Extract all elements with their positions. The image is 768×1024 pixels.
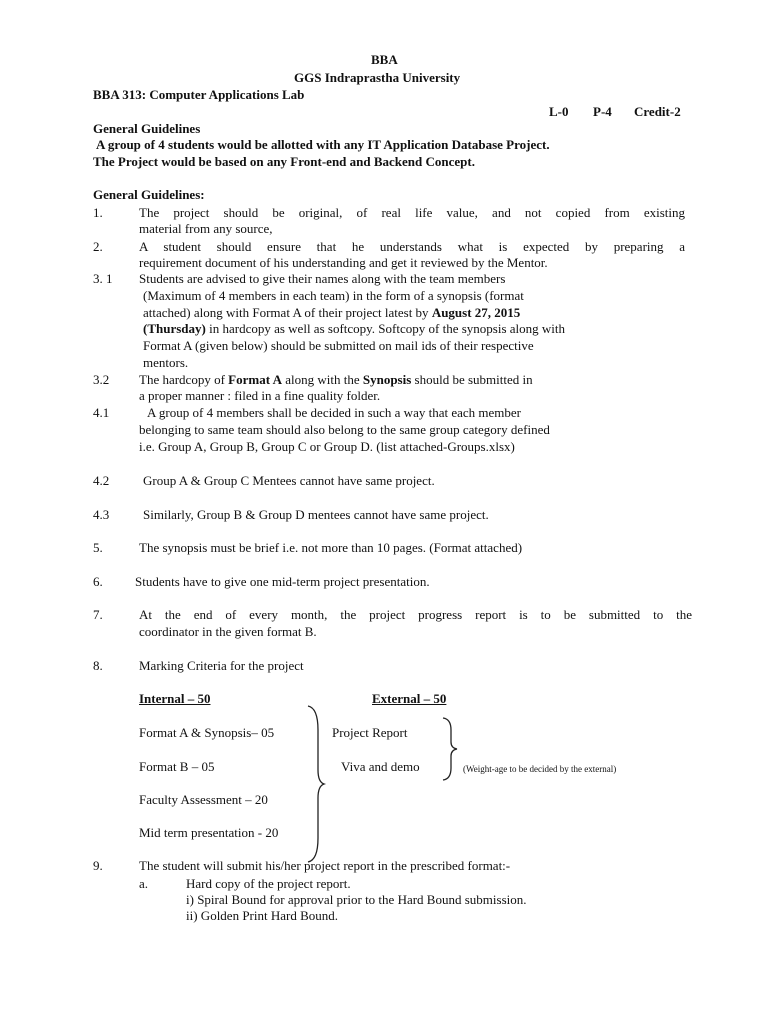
item-3-1-line-2: (Maximum of 4 members in each team) in the form of a synopsis (format (143, 288, 524, 303)
item-3-2-line-1 (139, 372, 533, 388)
item-9-line-1: The student will submit his/her project report in the prescribed format:- (139, 858, 511, 873)
item-4-3-line-1: Similarly, Group B & Group D mentees cannot have same project. (143, 507, 489, 522)
item-9-a-label: a. (139, 876, 149, 891)
item-4-1-line-2: belonging to same team should also belong to the same group category defined (139, 422, 550, 437)
item-number: 9. (93, 858, 103, 873)
deadline-date: August 27, 2015 (431, 305, 521, 320)
item-3-1-line-4 (143, 321, 565, 337)
synopsis-label: Synopsis (362, 372, 412, 387)
item-3-1-line-4-text: in hardcopy as well as softcopy. Softcopy of the synopsis along with (205, 321, 565, 336)
item-number: 3.2 (93, 372, 110, 387)
external-brace-icon (441, 716, 459, 782)
item-number: 4.2 (93, 473, 110, 488)
internal-heading: Internal – 50 (139, 691, 211, 706)
item-3-1-line-6: mentors. (143, 355, 189, 370)
item-number: 3. 1 (93, 271, 113, 286)
item-number: 5. (93, 540, 103, 555)
item-3-1-line-3 (143, 305, 520, 321)
practical-hours: P-4 (593, 104, 612, 119)
item-1-line-2: material from any source, (139, 221, 273, 236)
intro-line-1: A group of 4 students would be allotted with any IT Application Database Project. (96, 137, 550, 152)
intro-heading: General Guidelines (93, 121, 201, 136)
header-bba: BBA (371, 52, 398, 67)
internal-criterion: Format B – 05 (139, 759, 215, 774)
item-number: 2. (93, 239, 103, 254)
item-4-1-line-3: i.e. Group A, Group B, Group C or Group D. (list attached-Groups.xlsx) (139, 439, 515, 454)
item-number: 7. (93, 607, 103, 622)
item-9-sub-ii: ii) Golden Print Hard Bound. (186, 908, 339, 923)
item-3-1-line-5: Format A (given below) should be submitted on mail ids of their respective (143, 338, 534, 353)
item-4-2-line-1: Group A & Group C Mentees cannot have same project. (143, 473, 435, 488)
format-a-label: Format A (228, 372, 282, 387)
credits: Credit-2 (634, 104, 681, 119)
item-3-1-line-1: Students are advised to give their names along with the team members (139, 271, 506, 286)
item-8-line-1: Marking Criteria for the project (139, 658, 304, 673)
item-3-2-text-e: should be submitted in (411, 372, 533, 387)
item-number: 4.3 (93, 507, 110, 522)
item-3-2-text-a: The hardcopy of (139, 372, 229, 387)
item-2-line-2: requirement document of his understanding and get it reviewed by the Mentor. (139, 255, 548, 270)
course-title: BBA 313: Computer Applications Lab (93, 87, 305, 102)
item-9-sub-i: i) Spiral Bound for approval prior to the Hard Bound submission. (186, 892, 527, 907)
external-criterion: Viva and demo (341, 759, 420, 774)
item-number: 8. (93, 658, 103, 673)
item-7-line-1: At the end of every month, the project progress report is to be submitted to the (139, 607, 692, 622)
item-6-line-1: Students have to give one mid-term project presentation. (135, 574, 430, 589)
external-weightage-note: (Weight-age to be decided by the external) (463, 764, 617, 774)
deadline-day: (Thursday) (143, 321, 206, 336)
item-number: 1. (93, 205, 103, 220)
internal-criterion: Faculty Assessment – 20 (139, 792, 268, 807)
item-3-2-text-c: along with the (281, 372, 363, 387)
item-number: 6. (93, 574, 103, 589)
item-number: 4.1 (93, 405, 110, 420)
external-heading: External – 50 (372, 691, 447, 706)
item-3-2-line-2: a proper manner : filed in a fine quality folder. (139, 388, 381, 403)
item-1-line-1: The project should be original, of real life value, and not copied from existing (139, 205, 685, 220)
header-university: GGS Indraprastha University (294, 70, 461, 85)
internal-criterion: Format A & Synopsis– 05 (139, 725, 275, 740)
guidelines-heading: General Guidelines: (93, 187, 205, 202)
internal-criterion: Mid term presentation - 20 (139, 825, 279, 840)
item-4-1-line-1: A group of 4 members shall be decided in such a way that each member (147, 405, 521, 420)
external-criterion: Project Report (332, 725, 408, 740)
intro-line-2: The Project would be based on any Front-end and Backend Concept. (93, 154, 475, 169)
lecture-hours: L-0 (549, 104, 569, 119)
item-2-line-1: A student should ensure that he understands what is expected by preparing a (139, 239, 685, 254)
item-5-line-1: The synopsis must be brief i.e. not more than 10 pages. (Format attached) (139, 540, 523, 555)
internal-brace-icon (306, 704, 326, 864)
item-3-1-line-3-text: attached) along with Format A of their project latest by (143, 305, 432, 320)
item-7-line-2: coordinator in the given format B. (139, 624, 317, 639)
item-9-a-text: Hard copy of the project report. (186, 876, 351, 891)
